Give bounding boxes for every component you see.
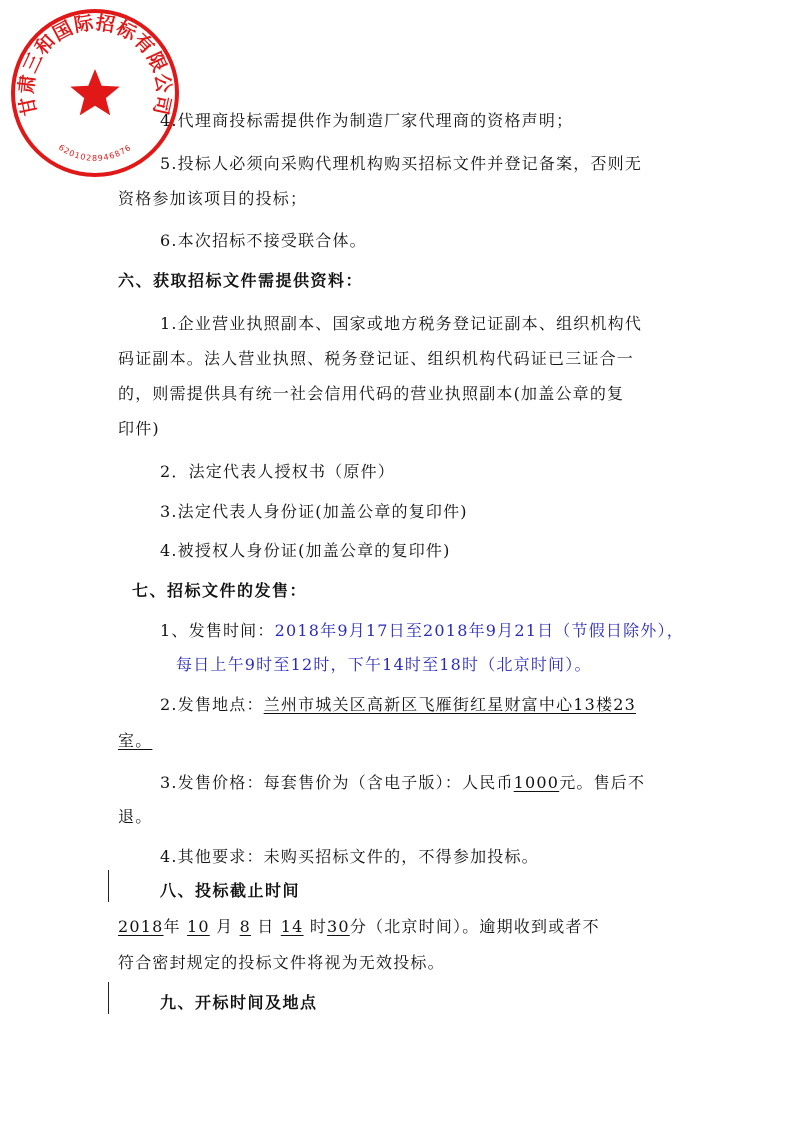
section-6-para-1-line-1: 1.企业营业执照副本、国家或地方税务登记证副本、组织机构代: [160, 314, 643, 333]
section-7-heading: 七、招标文件的发售：: [132, 581, 308, 600]
sale-price-line-2: 退。: [118, 807, 153, 826]
deadline-line-1: [118, 916, 600, 938]
item-5-line-1: 5.投标人必须向采购代理机构购买招标文件并登记备案，否则无: [160, 154, 643, 173]
sale-place-line-2: 室。: [118, 731, 153, 750]
deadline-month-unit: 月: [216, 917, 234, 936]
section-6-para-1-line-4: 印件): [118, 419, 160, 438]
deadline-year: 2018: [118, 917, 164, 936]
deadline-hour-unit: 时: [309, 917, 328, 936]
section-6-para-1-line-3: 的，则需提供具有统一社会信用代码的营业执照副本(加盖公章的复: [118, 384, 625, 403]
company-seal: [5, 5, 185, 180]
deadline-month: 10: [187, 917, 210, 936]
seal-text: 甘肃三和国际招标有限公司: [15, 11, 175, 118]
seal-code: 6201028946876: [56, 142, 134, 163]
deadline-day-unit: 日: [257, 917, 275, 936]
sale-time-line-1: [160, 620, 684, 642]
section-9-heading: 九、开标时间及地点: [160, 993, 318, 1012]
section-6-para-4: 4.被授权人身份证(加盖公章的复印件): [160, 541, 451, 560]
section-8-heading: 八、投标截止时间: [160, 881, 301, 900]
sale-place-label: 2.发售地点：: [160, 695, 264, 714]
star-icon: [70, 69, 119, 115]
item-4-line: 4.代理商投标需提供作为制造厂家代理商的资格声明；: [160, 111, 574, 130]
sale-time-dates: 2018年9月17日至2018年9月21日（节假日除外），: [274, 621, 684, 640]
item-5-line-2: 资格参加该项目的投标；: [118, 189, 308, 208]
revision-bar: [108, 982, 109, 1014]
section-6-heading: 六、获取招标文件需提供资料：: [118, 271, 364, 290]
deadline-hour: 14: [280, 917, 304, 936]
revision-bar: [108, 870, 109, 902]
deadline-day: 8: [239, 917, 251, 936]
deadline-minute-unit: 分（北京时间）。逾期收到或者不: [349, 917, 600, 936]
deadline-line-2: 符合密封规定的投标文件将视为无效投标。: [118, 953, 445, 972]
sale-place-address: 兰州市城关区高新区飞雁街红星财富中心13楼23: [263, 695, 636, 714]
sale-time-line-2: 每日上午9时至12时，下午14时至18时（北京时间）。: [176, 655, 592, 674]
section-6-para-1-line-2: 码证副本。法人营业执照、税务登记证、组织机构代码证已三证合一: [118, 349, 635, 368]
section-6-para-2: 2．法定代表人授权书（原件）: [160, 462, 395, 481]
deadline-year-unit: 年: [163, 917, 181, 936]
section-6-para-3: 3.法定代表人身份证(加盖公章的复印件): [160, 502, 468, 521]
sale-price-label: 3.发售价格：每套售价为（含电子版）：人民币: [160, 773, 514, 792]
sale-other-requirements: 4.其他要求：未购买招标文件的，不得参加投标。: [160, 847, 539, 866]
sale-place-line-1: [160, 694, 636, 716]
sale-price-suffix: 元。售后不: [559, 773, 646, 792]
item-6-line: 6.本次招标不接受联合体。: [160, 231, 367, 250]
sale-price-line-1: [160, 772, 645, 794]
sale-time-label: 1、发售时间：: [160, 621, 275, 640]
deadline-minute: 30: [327, 917, 350, 936]
sale-price-amount: 1000: [513, 773, 560, 792]
